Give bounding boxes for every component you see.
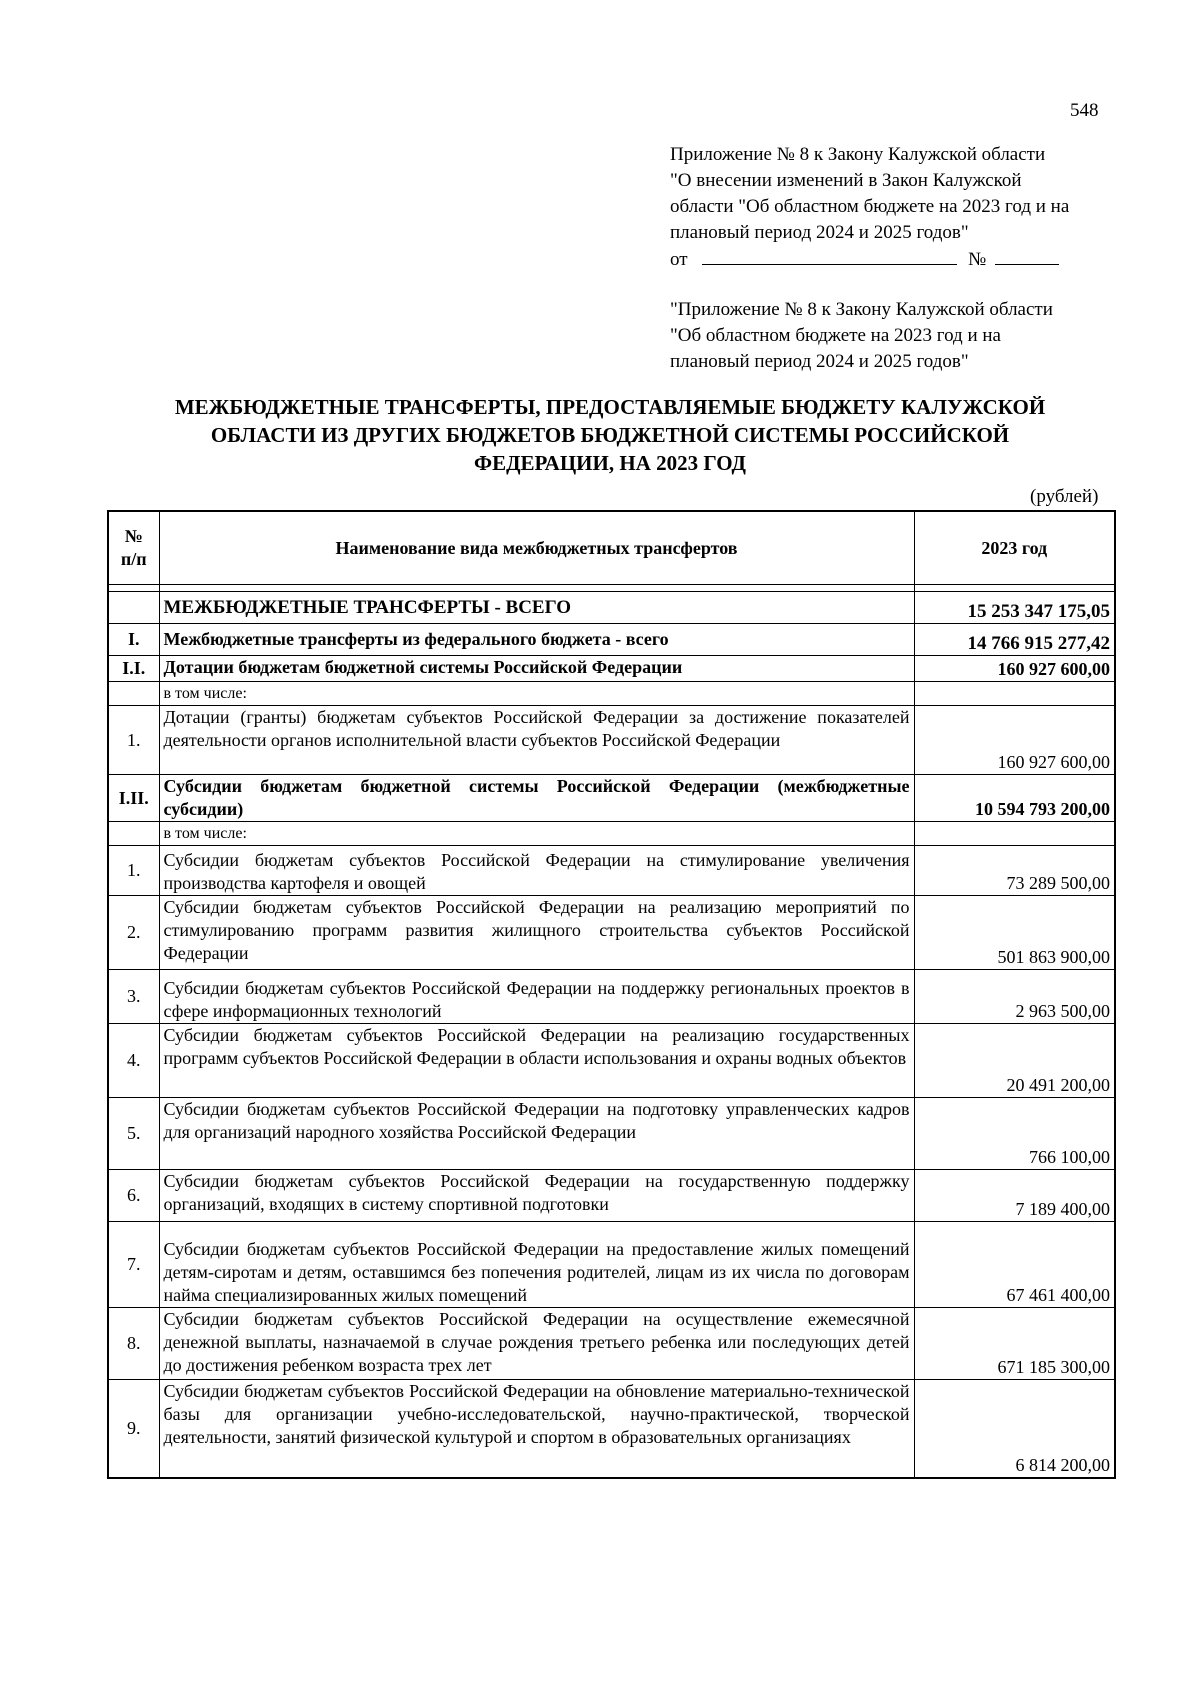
annex-line: "О внесении изменений в Закон Калужской <box>670 170 1022 191</box>
document-title <box>140 393 1080 477</box>
dotation-item-row: 1. Дотации (гранты) бюджетам субъектов Российской Федерации за достижение показателей деятельности органов исполнительной власти субъектов Российской Федерации 160 927 600,00 <box>108 706 1115 775</box>
table-row: 5. Субсидии бюджетам субъектов Российской Федерации на подготовку управленческих кадров для организаций народного хозяйства Российской Федерации 766 100,00 <box>108 1098 1115 1170</box>
from-label: от <box>670 249 688 270</box>
annex-line: плановый период 2024 и 2025 годов" <box>670 351 969 372</box>
page-number: 548 <box>1070 100 1099 121</box>
table-row: 2. Субсидии бюджетам субъектов Российской Федерации на реализацию мероприятий по стимулированию программ развития жилищного строительства субъектов Российской Федерации 501 863 900,00 <box>108 896 1115 970</box>
number-blank <box>995 246 1059 265</box>
table-row: 9. Субсидии бюджетам субъектов Российской Федерации на обновление материально-технической базы для организации учебно-исследовательской, научно-практической, творческой деятельности, занятий физической культурой и спортом в образовательных организациях 6 814 200,00 <box>108 1380 1115 1478</box>
title-line: МЕЖБЮДЖЕТНЫЕ ТРАНСФЕРТЫ, ПРЕДОСТАВЛЯЕМЫЕ БЮДЖЕТУ КАЛУЖСКОЙ <box>174 395 1046 419</box>
subsidies-amount: 10 594 793 200,00 <box>914 775 1115 822</box>
table-row: 3. Субсидии бюджетам субъектов Российской Федерации на поддержку региональных проектов в сфере информационных технологий 2 963 500,00 <box>108 970 1115 1024</box>
subsidies-name: Субсидии бюджетам бюджетной системы Российской Федерации (межбюджетные субсидии) <box>159 775 914 822</box>
table-header <box>108 511 1115 585</box>
total-row <box>108 592 1115 624</box>
table-row: 8. Субсидии бюджетам субъектов Российской Федерации на осуществление ежемесячной денежной выплаты, назначаемой в случае рождения третьего ребенка или последующих детей до достижения ребенком возраста трех лет 671 185 300,00 <box>108 1308 1115 1380</box>
title-line: ФЕДЕРАЦИИ, НА 2023 ГОД <box>474 451 746 475</box>
total-amount: 15 253 347 175,05 <box>914 592 1115 624</box>
units-label: (рублей) <box>1030 486 1099 507</box>
dotations-name: Дотации бюджетам бюджетной системы Российской Федерации <box>159 656 914 682</box>
annex-line: плановый период 2024 и 2025 годов" <box>670 222 969 243</box>
federal-name: Межбюджетные трансферты из федерального бюджета - всего <box>159 624 914 656</box>
table-row: 1. Субсидии бюджетам субъектов Российской Федерации на стимулирование увеличения производства картофеля и овощей 73 289 500,00 <box>108 846 1115 896</box>
title-line: ОБЛАСТИ ИЗ ДРУГИХ БЮДЖЕТОВ БЮДЖЕТНОЙ СИСТЕМЫ РОССИЙСКОЙ <box>210 423 1010 447</box>
dotations-amount: 160 927 600,00 <box>914 656 1115 682</box>
annex-line: Приложение № 8 к Закону Калужской области <box>670 144 1046 165</box>
table-row: 7. Субсидии бюджетам субъектов Российской Федерации на предоставление жилых помещений детям-сиротам и детям, оставшимся без попечения родителей, лицам из их числа по договорам найма специализированных жилых помещений 67 461 400,00 <box>108 1222 1115 1308</box>
header-amount: 2023 год <box>914 511 1115 585</box>
annex-original <box>670 297 1110 375</box>
annex-current <box>670 142 1110 273</box>
header-number: № п/п <box>108 511 159 585</box>
in-that-number-row: в том числе: <box>108 682 1115 706</box>
dotations-row: I.I. Дотации бюджетам бюджетной системы Российской Федерации 160 927 600,00 <box>108 656 1115 682</box>
table-row: 6. Субсидии бюджетам субъектов Российской Федерации на государственную поддержку организаций, входящих в систему спортивной подготовки 7 189 400,00 <box>108 1170 1115 1222</box>
annex-line: "Приложение № 8 к Закону Калужской области <box>670 299 1053 320</box>
annex-date-number-line <box>670 246 1110 273</box>
federal-row: I. Межбюджетные трансферты из федерального бюджета - всего 14 766 915 277,42 <box>108 624 1115 656</box>
subsidies-row: I.II. Субсидии бюджетам бюджетной системы Российской Федерации (межбюджетные субсидии) 10 594 793 200,00 <box>108 775 1115 822</box>
number-label: № <box>968 249 987 270</box>
dotation-item-amount: 160 927 600,00 <box>914 706 1115 775</box>
header-name: Наименование вида межбюджетных трансфертов <box>159 511 914 585</box>
total-name: МЕЖБЮДЖЕТНЫЕ ТРАНСФЕРТЫ - ВСЕГО <box>159 592 914 624</box>
annex-line: "Об областном бюджете на 2023 год и на <box>670 325 1001 346</box>
date-blank <box>702 246 957 265</box>
transfers-table <box>107 510 1116 1479</box>
table-row: 4. Субсидии бюджетам субъектов Российской Федерации на реализацию государственных программ субъектов Российской Федерации в области использования и охраны водных объектов 20 491 200,00 <box>108 1024 1115 1098</box>
federal-amount: 14 766 915 277,42 <box>914 624 1115 656</box>
annex-line: области "Об областном бюджете на 2023 год и на <box>670 196 1070 217</box>
in-that-number-row: в том числе: <box>108 822 1115 846</box>
dotation-item-name: Дотации (гранты) бюджетам субъектов Российской Федерации за достижение показателей деятельности органов исполнительной власти субъектов Российской Федерации <box>159 706 914 775</box>
